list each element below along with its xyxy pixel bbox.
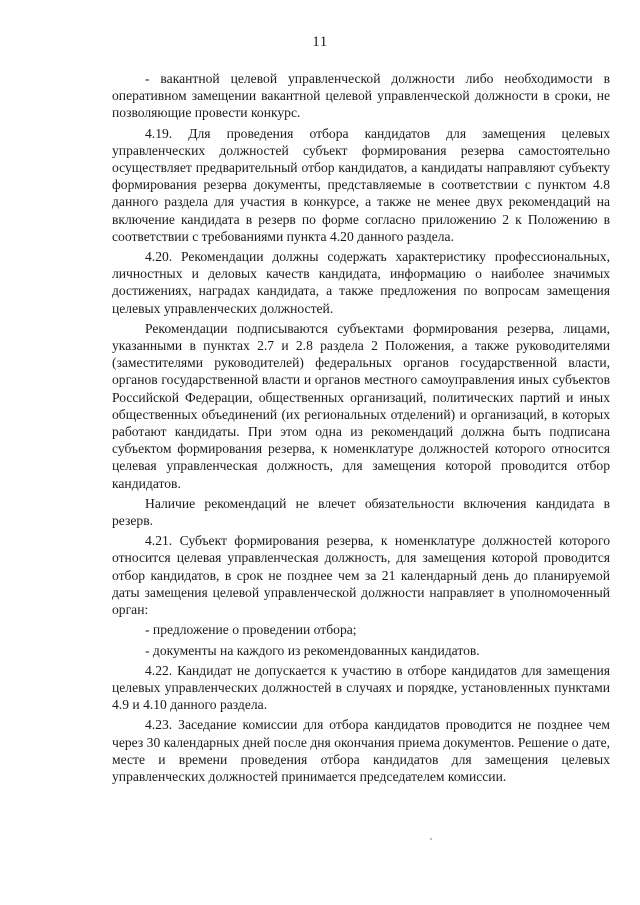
list-item-documents: - документы на каждого из рекомендованных кандидатов.	[145, 642, 480, 658]
paragraph-recommendations-signing: Рекомендации подписываются субъектами формирования резерва, лицами, указанными в пунктах 2.7 и 2.8 раздела 2 Положения, а также руководителями (заместителями руководителей) федеральных органов государственной власти, органов государственной власти и органов местного самоуправления иных субъектов Российской Федерации, общественных организаций, политических партий и иных общественных объединений (их региональных отделений) и организаций, в которых работают кандидаты. При этом одна из рекомендаций должна быть подписана субъектом формирования резерва, к номенклатуре должностей которого относится целевая управленческая должность, для замещения которой проводится отбор кандидатов.	[112, 320, 610, 491]
paragraph-vacancy-condition: - вакантной целевой управленческой должности либо необходимости в оперативном замещении вакантной целевой управленческой должности в сроки, не позволяющие провести конкурс.	[112, 71, 610, 121]
paragraph-4-21: 4.21. Субъект формирования резерва, к номенклатуре должностей которого относится целевая управленческая должность, для замещения которой проводится отбор кандидатов, в срок не позднее чем за 21 календарный день до планируемой даты замещения целевой управленческой должности направляет в уполномоченный орган:	[112, 533, 610, 618]
paragraph-4-23: 4.23. Заседание комиссии для отбора кандидатов проводится не позднее чем через 30 календарных дней после дня окончания приема документов. Решение о дате, месте и времени проведения отбора кандидатов для замещения целевых управленческих должностей принимается председателем комиссии.	[112, 717, 610, 784]
scan-speck	[430, 838, 432, 840]
paragraph-4-20: 4.20. Рекомендации должны содержать характеристику профессиональных, личностных и деловых качеств кандидата, информацию о наиболее значимых достижениях, наградах кандидата, а также предложения по вопросам замещения целевых управленческих должностей.	[112, 249, 610, 316]
paragraph-4-22: 4.22. Кандидат не допускается к участию в отборе кандидатов для замещения целевых управленческих должностей в случаях и порядке, установленных пунктами 4.9 и 4.10 данного раздела.	[112, 662, 610, 713]
paragraph-recommendations-note: Наличие рекомендаций не влечет обязательности включения кандидата в резерв.	[112, 495, 610, 529]
paragraph-4-19: 4.19. Для проведения отбора кандидатов для замещения целевых управленческих должностей субъект формирования резерва самостоятельно осуществляет предварительный отбор кандидатов, а кандидаты направляют субъекту формирования резерва документы, представляемые в соответствии с пунктом 4.8 данного раздела для участия в конкурсе, а также не менее двух рекомендаций на включение кандидата в резерв по форме согласно приложению 2 к Положению в соответствии с требованиями пункта 4.20 данного раздела.	[112, 125, 610, 244]
page-number: 11	[312, 34, 328, 50]
list-item-proposal: - предложение о проведении отбора;	[145, 622, 357, 638]
document-body	[112, 70, 610, 785]
